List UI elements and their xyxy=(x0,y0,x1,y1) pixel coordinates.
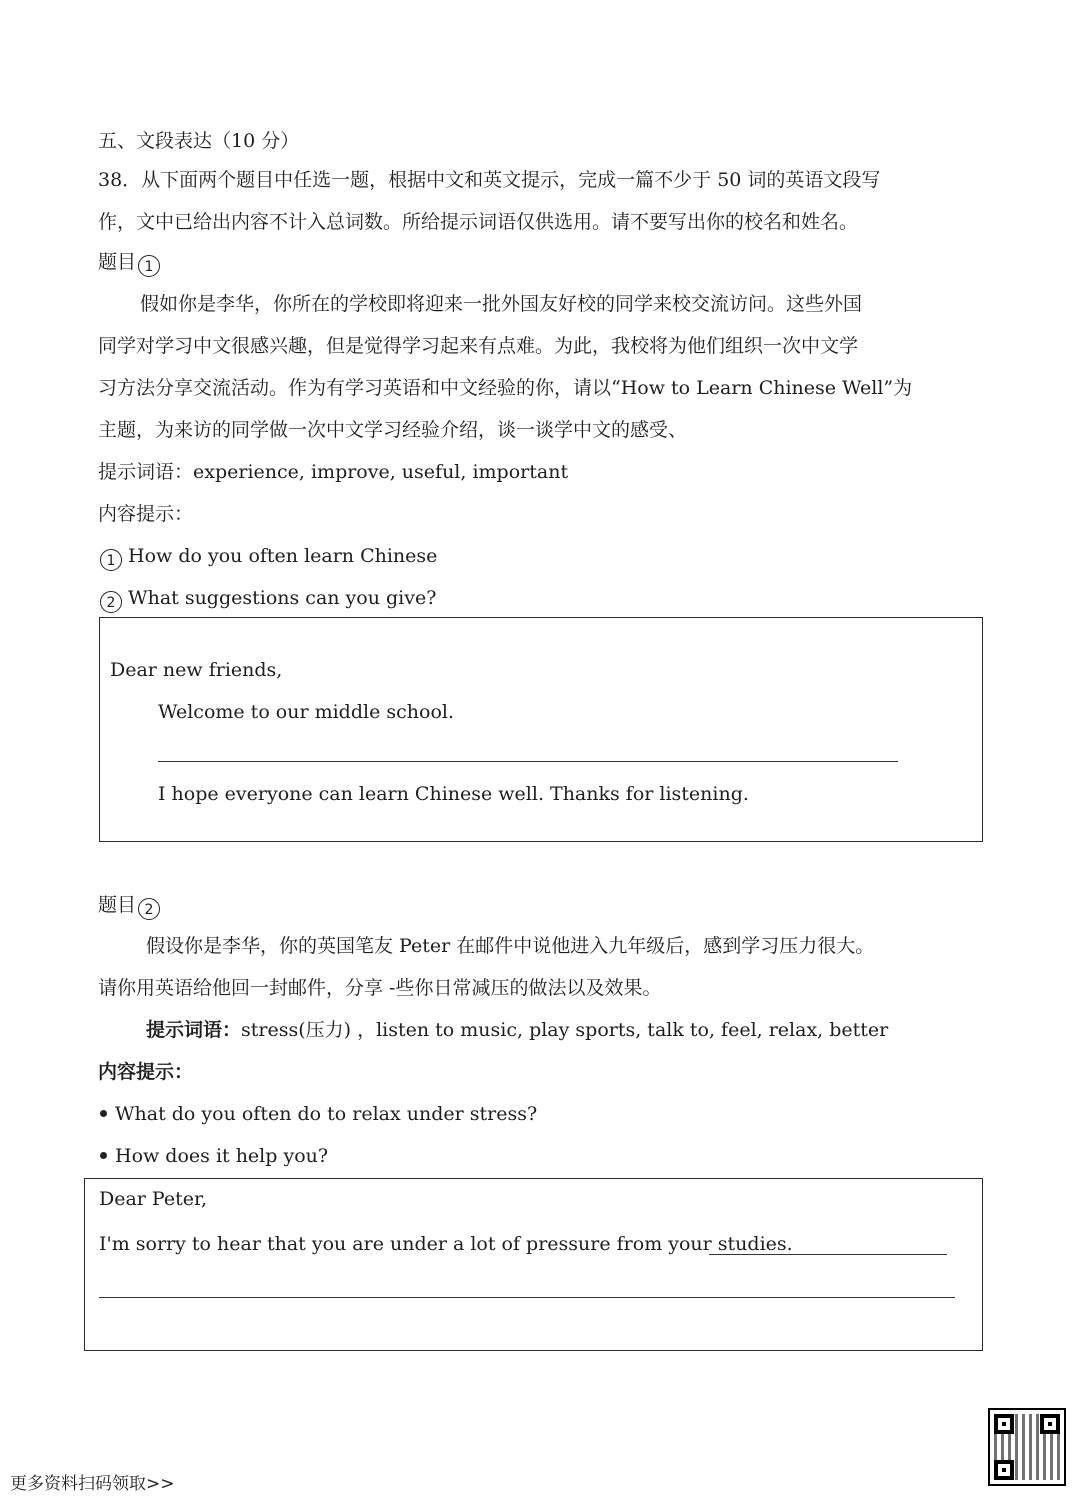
topic2-heading xyxy=(98,893,160,920)
question-line-2: 作，文中已给出内容不计入总词数。所给提示词语仅供选用。请不要写出你的校名和姓名。 xyxy=(98,211,859,233)
topic1-letter-closing: I hope everyone can learn Chinese well. Thanks for listening. xyxy=(158,783,749,805)
topic1-letter-opening: Welcome to our middle school. xyxy=(158,701,454,723)
topic2-letter-greeting: Dear Peter, xyxy=(99,1188,208,1210)
point-number-badge: 1 xyxy=(100,549,122,571)
topic1-answer-box xyxy=(99,617,983,842)
topic1-point-2 xyxy=(98,586,436,613)
bullet-icon xyxy=(100,1152,107,1159)
topic2-number-badge: 2 xyxy=(138,898,160,920)
topic2-letter-opening: I'm sorry to hear that you are under a lot of pressure from your studies. xyxy=(99,1233,793,1255)
topic2-point-2 xyxy=(100,1144,328,1168)
topic2-hint-label: 提示词语： xyxy=(146,1019,242,1041)
topic1-writing-line[interactable] xyxy=(158,761,898,762)
topic1-letter-greeting: Dear new friends, xyxy=(110,659,283,681)
topic1-heading xyxy=(98,250,160,277)
topic2-hint-words: stress(压力) ，listen to music, play sports, talk to, feel, relax, better xyxy=(241,1019,889,1041)
topic2-point-1 xyxy=(100,1102,537,1126)
topic2-answer-box xyxy=(84,1178,983,1351)
topic2-writing-line-1[interactable] xyxy=(709,1254,947,1255)
topic2-writing-line-2[interactable] xyxy=(99,1297,955,1298)
point-text: What suggestions can you give? xyxy=(128,587,437,609)
point-text: How does it help you? xyxy=(115,1145,329,1167)
point-text: What do you often do to relax under stress? xyxy=(115,1103,538,1125)
section-title: 五、文段表达（10 分） xyxy=(98,130,300,152)
topic1-para-2: 同学对学习中文很感兴趣，但是觉得学习起来有点难。为此，我校将为他们组织一次中文学 xyxy=(98,335,859,357)
question-line-1: 38．从下面两个题目中任选一题，根据中文和英文提示，完成一篇不少于 50 词的英语文段写 xyxy=(98,169,881,191)
topic1-label: 题目 xyxy=(98,251,137,273)
topic1-hint-words: 提示词语：experience, improve, useful, important xyxy=(98,461,569,483)
topic1-para-4: 主题，为来访的同学做一次中文学习经验介绍，谈一谈学中文的感受、 xyxy=(98,419,688,441)
bullet-icon xyxy=(100,1110,107,1117)
topic2-content-label: 内容提示： xyxy=(98,1061,194,1083)
topic1-content-label: 内容提示： xyxy=(98,503,194,525)
topic1-para-3: 习方法分享交流活动。作为有学习英语和中文经验的你，请以“How to Learn Chinese Well”为 xyxy=(98,377,913,399)
qr-finder-pattern xyxy=(994,1414,1014,1434)
topic1-number-badge: 1 xyxy=(138,255,160,277)
topic2-para-2: 请你用英语给他回一封邮件，分享 -些你日常减压的做法以及效果。 xyxy=(98,977,662,999)
topic2-hints xyxy=(146,1018,888,1042)
topic1-para-1: 假如你是李华，你所在的学校即将迎来一批外国友好校的同学来校交流访问。这些外国 xyxy=(140,293,863,315)
qr-code-icon xyxy=(988,1408,1066,1486)
topic1-point-1 xyxy=(98,544,437,571)
qr-finder-pattern xyxy=(1040,1414,1060,1434)
topic2-label: 题目 xyxy=(98,894,137,916)
point-text: How do you often learn Chinese xyxy=(128,545,438,567)
qr-finder-pattern xyxy=(994,1460,1014,1480)
point-number-badge: 2 xyxy=(100,591,122,613)
footer-text: 更多资料扫码领取>> xyxy=(10,1474,175,1494)
topic2-para-1: 假设你是李华，你的英国笔友 Peter 在邮件中说他进入九年级后，感到学习压力很大。 xyxy=(146,935,875,957)
